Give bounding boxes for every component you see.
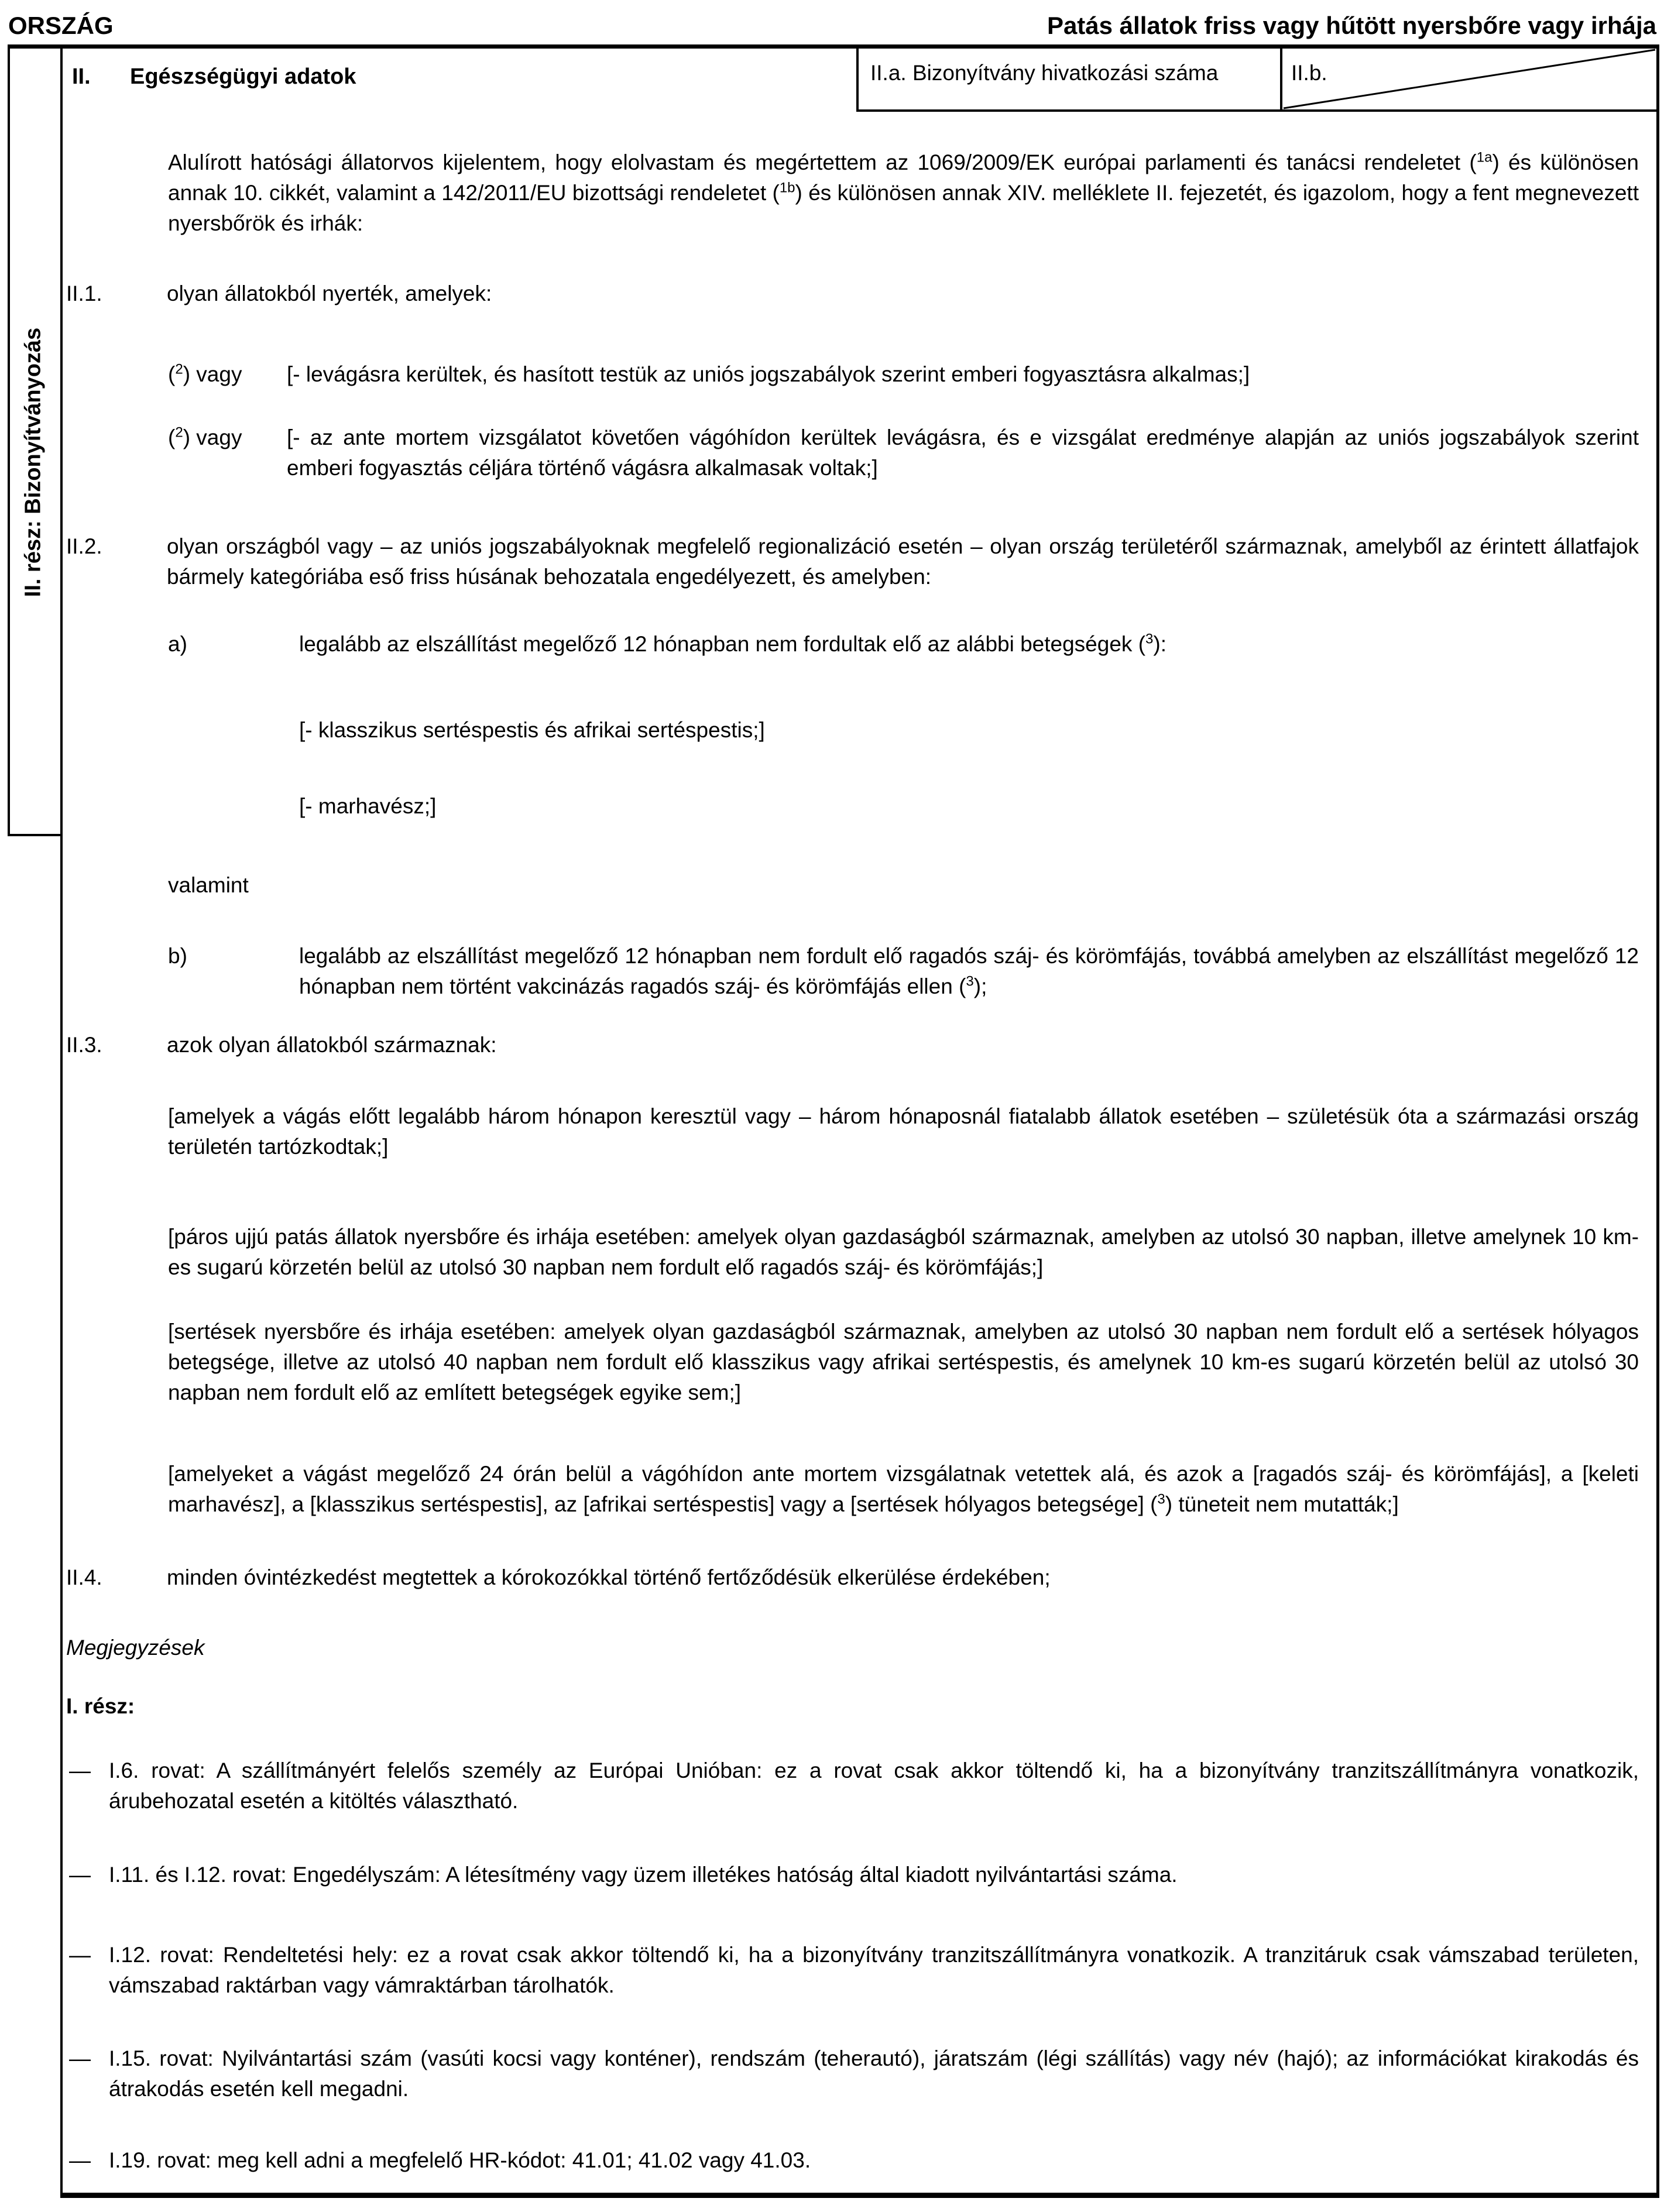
clause-ii3-number: II.3.: [66, 1033, 102, 1057]
intro-text-1: Alulírott hatósági állatorvos kijelentem, hogy elolvastam és megértettem az 1069/2009/EK európai parlamenti és tanácsi rendeletet (: [168, 150, 1477, 174]
note-dash: —: [69, 2148, 91, 2172]
note-dash: —: [69, 1758, 91, 1782]
disease-option-rinderpest: [- marhavész;]: [299, 794, 437, 818]
clause-ii3-paragraph-4: [168, 1459, 1639, 1520]
or-option-1-marker: [168, 359, 287, 390]
country-label: ORSZÁG: [8, 12, 114, 39]
certificate-reference-label: II.a. Bizonyítvány hivatkozási száma: [870, 61, 1219, 85]
note-text-i12: I.12. rovat: Rendeltetési hely: ez a rovat csak akkor töltendő ki, ha a bizonyítvány tranzitszállítmányra vonatkozik. A tranzitáruk csak vámszabad területen, vámszabad raktárban vagy vámraktárban tárolhatók.: [109, 1943, 1639, 1997]
clause-ii4-row: [66, 1562, 1639, 1593]
clause-ii4-text: minden óvintézkedést megtettek a kórokozókkal történő fertőződésük elkerülése érdekében;: [167, 1565, 1051, 1589]
clause-ii3-text: azok olyan állatokból származnak:: [167, 1033, 497, 1057]
ii2a-text-1: legalább az elszállítást megelőző 12 hónapban nem fordultak elő az alábbi betegségek (: [299, 632, 1146, 656]
clause-ii1-number: II.1.: [66, 281, 102, 305]
section-ii-number: II.: [72, 64, 91, 89]
clause-ii2-text: olyan országból vagy – az uniós jogszabályoknak megfelelő regionalizáció esetén – olyan ország területéről származnak, amelyből az érintett állatfajok bármely kategóriába eső friss húsának behozatala engedélyezett, és amelyben:: [167, 534, 1639, 589]
or-option-1-row: [168, 359, 1639, 390]
clause-ii3-paragraph-2: [páros ujjú patás állatok nyersbőre és irhája esetében: amelyek olyan gazdaságból származnak, amelyben az utolsó 30 napban, illetve amelynek 10 km-es sugarú körzetén belül az utolsó 30 napban nem fordult elő ragadós száj- és körömfájás;]: [168, 1225, 1639, 1279]
clause-ii2a-row: [168, 629, 1639, 660]
section-ii-title: Egészségügyi adatok: [130, 64, 356, 89]
part-i-heading: I. rész:: [66, 1694, 135, 1718]
ii2b-text-2: );: [973, 974, 987, 998]
ii2a-text-2: ):: [1153, 632, 1166, 656]
or-option-2-text: [- az ante mortem vizsgálatot követően vágóhídon kerültek levágásra, és e vizsgálat eredménye alapján az uniós jogszabályok szerint emberi fogyasztás céljára történő vágásra alkalmasak voltak;]: [287, 425, 1639, 480]
note-dash: —: [69, 1863, 91, 1887]
document-title: Patás állatok friss vagy hűtött nyersbőre vagy irhája: [1047, 12, 1656, 39]
clause-ii3-paragraph-3: [sertések nyersbőre és irhája esetében: amelyek olyan gazdaságból származnak, amelyben az utolsó 30 napban nem fordult elő a sertések hólyagos betegsége, illetve az utolsó 40 napban nem fordult elő klasszikus vagy afrikai sertéspestis, és amelynek 10 km-es sugarú körzetén belül az utolsó 30 napban nem fordult elő az említett betegségek egyike sem;]: [168, 1320, 1639, 1404]
notes-heading: Megjegyzések: [66, 1636, 205, 1660]
intro-text-3: ) és különösen annak XIV. melléklete II. fejezetét, és igazolom, hogy a fent megnevezett nyersbőrök és irhák:: [168, 181, 1639, 235]
note-text-i6: I.6. rovat: A szállítmányért felelős személy az Európai Unióban: ez a rovat csak akkor töltendő ki, ha a bizonyítvány tranzitszállítmányra vonatkozik, árubehozatal esetén a kitöltés választható.: [109, 1758, 1639, 1813]
clause-ii2-row: [66, 531, 1639, 592]
footnote-ref-1b: 1b: [779, 180, 795, 196]
intro-text-2: ) és különösen annak 10. cikkét, valamint a 142/2011/EU bizottsági rendeletet (: [168, 150, 1639, 205]
footnote-ref-1a: 1a: [1476, 149, 1493, 166]
table-bottom-border: [60, 2193, 1659, 2198]
note-dash: —: [69, 2046, 91, 2070]
note-item-i6: [66, 1756, 1639, 1816]
sidebar-bottom-border: [8, 834, 63, 836]
or-option-2-row: [168, 423, 1639, 483]
footnote-ref-2: 2: [175, 424, 183, 441]
note-item-i12: [66, 1940, 1639, 2001]
iib-label: II.b.: [1291, 61, 1327, 85]
clause-ii2-number: II.2.: [66, 534, 102, 558]
clause-ii3-row: [66, 1030, 1639, 1060]
content-left-border: [60, 44, 63, 2197]
footnote-ref-3: 3: [966, 973, 974, 990]
or-option-1-text: [- levágásra kerültek, és hasított testük az uniós jogszabályok szerint emberi fogyasztásra alkalmas;]: [287, 362, 1250, 386]
ii2b-text-1: legalább az elszállítást megelőző 12 hónapban nem fordult elő ragadós száj- és körömfájás, továbbá amelyben az elszállítást megelőző 12 hónapban nem történt vakcinázás ragadós száj- és körömfájás ellen (: [299, 944, 1639, 998]
or1-vagy: ) vagy: [183, 362, 242, 386]
footnote-ref-2: 2: [175, 361, 183, 377]
note-item-i19: [66, 2145, 1639, 2176]
footnote-ref-3: 3: [1145, 631, 1154, 647]
iia-cell-left-border: [856, 49, 859, 112]
clause-ii2b-text: [299, 941, 1639, 1002]
clause-ii1-row: [66, 279, 1639, 309]
part-ii-sidebar-label: II. rész: Bizonyítványozás: [20, 327, 46, 597]
table-top-border: [8, 44, 1659, 49]
note-text-i19: I.19. rovat: meg kell adni a megfelelő HR-kódot: 41.01; 41.02 vagy 41.03.: [109, 2148, 811, 2172]
footnote-ref-3: 3: [1157, 1491, 1165, 1507]
clause-ii1-text: olyan állatokból nyerték, amelyek:: [167, 281, 492, 305]
or-option-2-marker: [168, 423, 287, 453]
or2-vagy: ) vagy: [183, 425, 242, 449]
connector-valamint: valamint: [168, 873, 249, 897]
ii3p4-text-1: [amelyeket a vágást megelőző 24 órán belül a vágóhídon ante mortem vizsgálatnak vetettek alá, és azok a [ragadós száj- és körömfájás], a [keleti marhavész], a [klasszikus sertéspestis], az [afrikai sertéspestis] vagy a [sertések hólyagos betegsége] (: [168, 1462, 1639, 1516]
clause-ii2b-marker: b): [168, 944, 187, 968]
disease-option-csf-asf: [- klasszikus sertéspestis és afrikai sertéspestis;]: [299, 718, 765, 742]
note-dash: —: [69, 1943, 91, 1967]
header-row-bottom-border: [856, 109, 1659, 112]
table-right-border: [1656, 44, 1659, 2198]
ii3p4-text-2: ) tüneteit nem mutatták;]: [1165, 1492, 1399, 1516]
or1-paren-open: (: [168, 362, 176, 386]
clause-ii4-number: II.4.: [66, 1565, 102, 1589]
note-item-i11-i12: [66, 1860, 1639, 1890]
clause-ii2a-marker: a): [168, 632, 187, 656]
clause-ii2b-row: [168, 941, 1639, 1002]
iib-diagonal-line: [1282, 49, 1656, 109]
declaration-intro-paragraph: [168, 147, 1639, 239]
clause-ii3-paragraph-1: [amelyek a vágás előtt legalább három hónapon keresztül vagy – három hónaposnál fiatalabb állatok esetében – születésük óta a származási ország területén tartózkodtak;]: [168, 1104, 1639, 1159]
note-text-i11-i12: I.11. és I.12. rovat: Engedélyszám: A létesítmény vagy üzem illetékes hatóság által kiadott nyilvántartási száma.: [109, 1863, 1178, 1887]
sidebar-left-border: [8, 44, 10, 836]
note-item-i15: [66, 2043, 1639, 2104]
clause-ii2a-text: [299, 629, 1639, 660]
note-text-i15: I.15. rovat: Nyilvántartási szám (vasúti kocsi vagy konténer), rendszám (teherautó), járatszám (légi szállítás) vagy név (hajó); az információkat kirakodás és átrakodás esetén kell megadni.: [109, 2046, 1639, 2101]
or2-paren-open: (: [168, 425, 176, 449]
